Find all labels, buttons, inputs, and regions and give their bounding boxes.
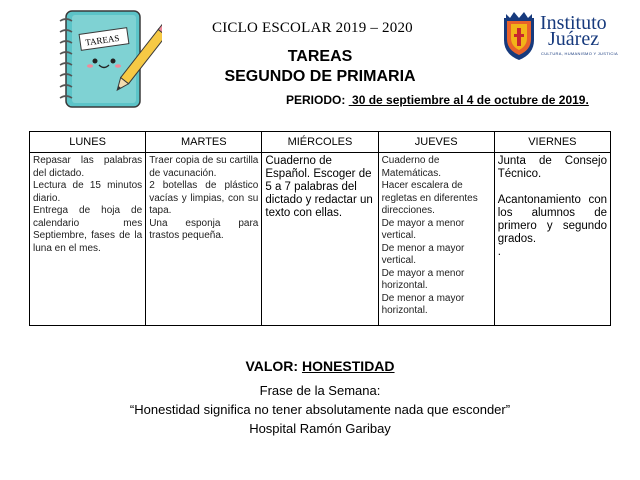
phrase-source: Hospital Ramón Garibay [249,421,391,436]
jueves-item: De menor a mayor vertical. [381,242,465,266]
table-row [30,153,611,326]
lunes-item: Repasar las palabras del dictado. [33,155,143,179]
school-year-title: CICLO ESCOLAR 2019 – 2020 [212,20,413,36]
value-label: VALOR: [245,358,299,374]
header-miercoles: MIÉRCOLES [262,132,378,153]
table-header-row [30,132,611,153]
notebook-label: TAREAS [84,32,120,48]
viernes-item: Junta de Consejo Técnico. [497,155,607,180]
jueves-item: De menor a mayor horizontal. [381,292,465,316]
logo-name-line1: Instituto [540,12,607,34]
jueves-item: Hacer escalera de regletas en diferentes direcciones. [381,180,478,216]
header-viernes: VIERNES [494,132,610,153]
jueves-item: De mayor a menor vertical. [381,217,465,241]
martes-item: 2 botellas de plástico vacías y limpias, con su tapa. [149,180,259,216]
cell-miercoles [262,153,378,326]
cell-martes [146,153,262,326]
logo-tagline: CULTURA, HUMANISMO Y JUSTICIA [541,51,618,56]
grade-title: SEGUNDO DE PRIMARIA [224,68,416,85]
period-line [286,93,589,107]
phrase-label: Frase de la Semana: [259,383,381,398]
value-name: HONESTIDAD [301,358,395,374]
jueves-item: Cuaderno de Matemáticas. [381,155,442,179]
header-lunes: LUNES [30,132,146,153]
logo-name-line2: Juárez [548,28,600,50]
phrase-of-week: “Honestidad significa no tener absolutamente nada que esconder” [129,402,511,417]
page-title: TAREAS [287,48,353,65]
header-jueves: JUEVES [378,132,494,153]
cell-viernes [494,153,610,326]
header-martes: MARTES [146,132,262,153]
martes-item: Traer copia de su cartilla de vacunación. [149,155,259,179]
lunes-item: Lectura de 15 minutos diario. [33,180,143,204]
period-value: 30 de septiembre al 4 de octubre de 2019. [352,93,589,107]
viernes-item: . [497,246,501,258]
martes-item: Una esponja para trastos pequeña. [149,217,259,241]
miercoles-item: Cuaderno de Español. Escoger de 5 a 7 palabras del dictado y redactar un texto con ellas. [265,155,373,219]
jueves-item: De mayor a menor horizontal. [381,267,465,291]
homework-table [29,131,611,326]
value-of-week [0,358,640,374]
period-label: PERIODO: [286,93,346,107]
lunes-item: Entrega de hoja de calendario mes Septiembre, fases de la luna en el mes. [33,205,143,254]
cell-jueves [378,153,494,326]
viernes-item: Acantonamiento con los alumnos de primero y segundo grados. [497,194,607,245]
cell-lunes [30,153,146,326]
